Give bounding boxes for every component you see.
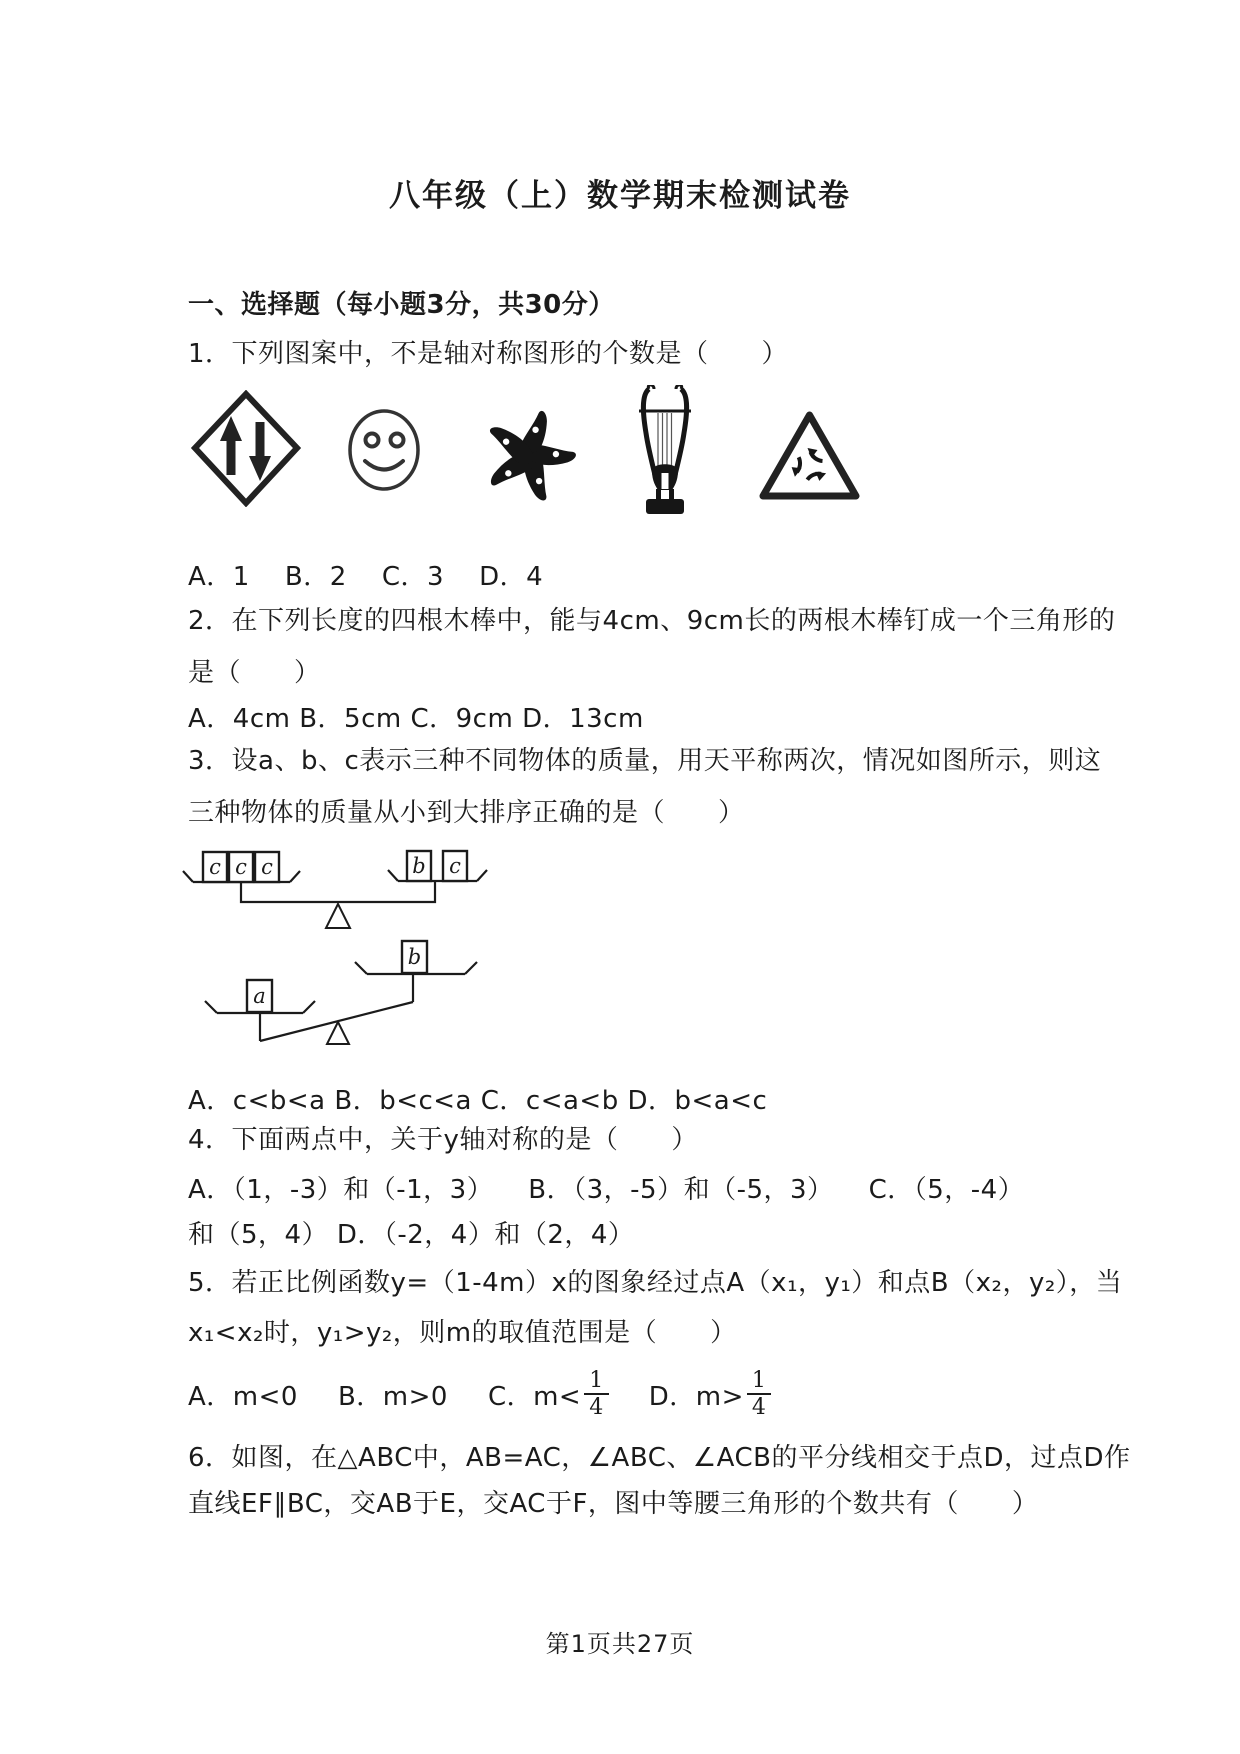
question-5-options	[188, 1366, 771, 1422]
question-5-text-line2: x₁<x₂时，y₁>y₂，则m的取值范围是（ ）	[188, 1318, 737, 1348]
page-title: 八年级（上）数学期末检测试卷	[389, 178, 851, 214]
question-4-options-line2: 和（5，4） D．（-2，4）和（2，4）	[188, 1220, 635, 1250]
svg-text:b: b	[407, 945, 422, 969]
fraction-one-quarter: $\frac{1}{4}$	[747, 1369, 772, 1419]
question-3-text-line2: 三种物体的质量从小到大排序正确的是（ ）	[188, 798, 745, 828]
smiley-face-icon	[346, 408, 422, 492]
question-1-text: 1．下列图案中，不是轴对称图形的个数是（ ）	[188, 339, 789, 369]
question-3-options: A．c<b<a B．b<c<a C．c<a<b D．b<a<c	[188, 1086, 768, 1116]
balance-scales-figure	[155, 845, 505, 1050]
question-1-options: A．1 B．2 C．3 D．4	[188, 562, 544, 592]
q5-option-d	[649, 1369, 772, 1419]
svg-text:c: c	[449, 854, 461, 878]
question-6-text-line2: 直线EF∥BC，交AB于E，交AC于F，图中等腰三角形的个数共有（ ）	[188, 1489, 1039, 1519]
question-2-options: A．4cm B．5cm C．9cm D．13cm	[188, 704, 644, 734]
q5-option-c	[488, 1369, 609, 1419]
question-5-text-line1: 5．若正比例函数y=（1-4m）x的图象经过点A（x₁，y₁）和点B（x₂，y₂），当	[188, 1268, 1123, 1298]
page-footer: 第1页共27页	[545, 1630, 695, 1658]
question-4-text: 4．下面两点中，关于y轴对称的是（ ）	[188, 1125, 698, 1155]
svg-text:b: b	[412, 854, 426, 878]
question-3-text-line1: 3．设a、b、c表示三种不同物体的质量，用天平称两次，情况如图所示，则这	[188, 746, 1102, 776]
question-2-text-line1: 2．在下列长度的四根木棒中，能与4cm、9cm长的两根木棒钉成一个三角形的	[188, 606, 1116, 636]
q5-option-b: B．m>0	[337, 1381, 448, 1412]
section-1-heading: 一、选择题（每小题3分，共30分）	[188, 290, 615, 320]
question-4-options-line1: A．（1，-3）和（-1，3） B．（3，-5）和（-5，3） C．（5，-4）	[188, 1175, 1025, 1205]
lyre-icon	[638, 385, 692, 517]
fraction-one-quarter: $\frac{1}{4}$	[584, 1369, 609, 1419]
q5-option-c-prefix: C．m<	[487, 1381, 582, 1412]
q5-option-a: A．m<0	[188, 1381, 298, 1412]
svg-text:a: a	[253, 984, 266, 1008]
q5-option-d-prefix: D．m>	[648, 1381, 744, 1412]
balance-1-level	[183, 851, 487, 928]
roundabout-warning-sign-icon	[757, 408, 862, 503]
question-6-text-line1: 6．如图，在△ABC中，AB=AC，∠ABC、∠ACB的平分线相交于点D，过点D作	[188, 1443, 1131, 1473]
svg-text:c: c	[209, 855, 221, 879]
bauhinia-flower-icon	[482, 402, 576, 505]
question-2-text-line2: 是（ ）	[188, 658, 321, 688]
two-way-traffic-sign-icon	[191, 390, 301, 507]
svg-text:c: c	[235, 855, 247, 879]
balance-2-tilted	[205, 941, 477, 1044]
svg-text:c: c	[261, 855, 273, 879]
